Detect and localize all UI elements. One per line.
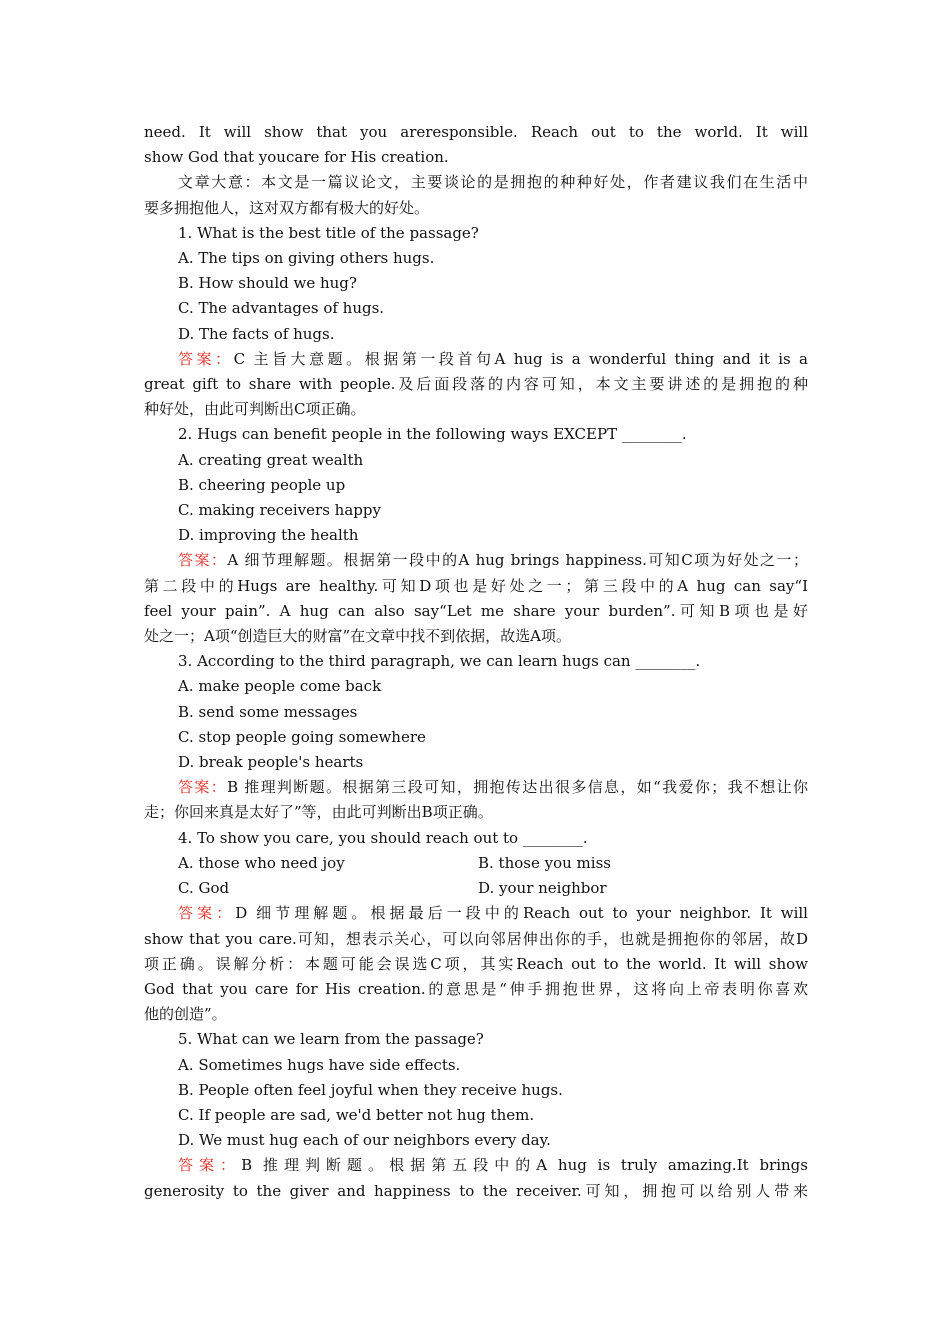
answer-text: C 主旨大意题。根据第一段首句A hug is a wonderful thing and it is a [233, 349, 808, 368]
answer-label: 答案： [178, 1156, 242, 1175]
answer-line: 他的创造”。 [144, 1005, 227, 1024]
option: B. cheering people up [178, 475, 346, 494]
option: B. How should we hug? [178, 274, 357, 293]
question-stem: 5. What can we learn from the passage? [178, 1030, 484, 1049]
option: A. creating great wealth [178, 450, 364, 469]
answer-line [144, 901, 808, 926]
option: C. God [178, 879, 230, 898]
answer-line: God that you care for His creation.的意思是“伸手拥抱世界，这将向上帝表明你喜欢 [144, 979, 808, 998]
option: D. break people's hearts [178, 753, 364, 772]
option: C. If people are sad, we'd better not hug them. [178, 1105, 535, 1124]
option: C. The advantages of hugs. [178, 299, 385, 318]
answer-line [144, 775, 808, 800]
option-row [144, 851, 808, 876]
answer-label: 答案： [178, 551, 228, 570]
answer-text: D 细节理解题。根据最后一段中的Reach out to your neighbor. It will [235, 904, 808, 923]
answer-line: show that you care.可知，想表示关心，可以向邻居伸出你的手，也就是拥抱你的邻居，故D [144, 929, 808, 948]
question-stem: 3. According to the third paragraph, we can learn hugs can ________. [178, 652, 701, 671]
intro-line: show God that youcare for His creation. [144, 148, 449, 167]
answer-line: 项正确。误解分析：本题可能会误选C项，其实Reach out to the world. It will show [144, 954, 808, 973]
intro-line: need. It will show that you areresponsible. Reach out to the world. It will [144, 123, 808, 141]
question-stem: 4. To show you care, you should reach out to ________. [178, 828, 588, 847]
option: C. making receivers happy [178, 501, 381, 520]
answer-line: 种好处，由此可判断出C项正确。 [144, 400, 366, 419]
option: A. make people come back [178, 677, 382, 696]
answer-text: B 推理判断题。根据第三段可知，拥抱传达出很多信息，如“我爱你；我不想让你 [227, 778, 808, 797]
option: A. The tips on giving others hugs. [178, 249, 435, 268]
summary-line: 文章大意：本文是一篇议论文，主要谈论的是拥抱的种种好处，作者建议我们在生活中 [178, 173, 808, 192]
option: B. send some messages [178, 702, 358, 721]
question-stem: 1. What is the best title of the passage? [178, 223, 479, 242]
answer-line: feel your pain”. A hug can also say“Let me share your burden”.可知B项也是好 [144, 601, 808, 620]
option: D. improving the health [178, 526, 359, 545]
document-body [144, 120, 808, 1204]
answer-label: 答案： [178, 778, 228, 797]
answer-label: 答案： [178, 904, 236, 923]
answer-label: 答案： [178, 349, 234, 368]
answer-line: great gift to share with people.及后面段落的内容可知，本文主要讲述的是拥抱的种 [144, 375, 808, 394]
question-stem: 2. Hugs can benefit people in the following ways EXCEPT ________. [178, 425, 687, 444]
option-row [144, 876, 808, 901]
option: C. stop people going somewhere [178, 727, 426, 746]
answer-line: 第二段中的Hugs are healthy.可知D项也是好处之一；第三段中的A hug can say“I [144, 576, 808, 595]
option: B. those you miss [478, 853, 611, 872]
option: A. those who need joy [178, 853, 345, 872]
summary-line: 要多拥抱他人，这对双方都有极大的好处。 [144, 198, 430, 217]
option: D. your neighbor [478, 879, 607, 898]
option: B. People often feel joyful when they receive hugs. [178, 1080, 563, 1099]
answer-line [144, 1153, 808, 1178]
option: D. The facts of hugs. [178, 324, 335, 343]
answer-line: 走；你回来真是太好了”等，由此可判断出B项正确。 [144, 803, 493, 822]
option: A. Sometimes hugs have side effects. [178, 1055, 461, 1074]
answer-line: 处之一；A项“创造巨大的财富”在文章中找不到依据，故选A项。 [144, 627, 572, 646]
answer-text: A 细节理解题。根据第一段中的A hug brings happiness.可知C项为好处之一； [227, 551, 808, 570]
answer-line [144, 347, 808, 372]
answer-line [144, 548, 808, 573]
answer-text: B 推理判断题。根据第五段中的A hug is truly amazing.It brings [241, 1156, 808, 1175]
answer-line: generosity to the giver and happiness to the receiver.可知，拥抱可以给别人带来 [144, 1181, 808, 1200]
option: D. We must hug each of our neighbors every day. [178, 1131, 551, 1150]
